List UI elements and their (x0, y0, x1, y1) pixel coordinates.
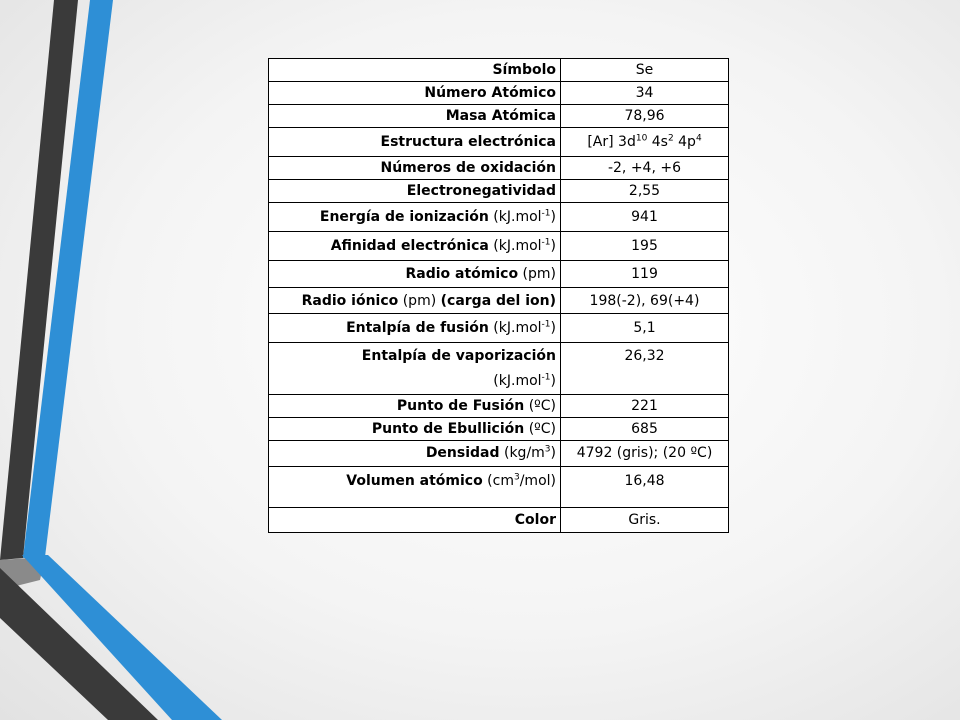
unit-superscript: 3 (544, 444, 551, 455)
table-row (269, 203, 729, 232)
property-value: 195 (561, 232, 729, 261)
property-value: -2, +4, +6 (561, 157, 729, 180)
property-name-text: Punto de Fusión (396, 398, 525, 414)
property-unit: (kg/m (499, 445, 545, 461)
property-name-text: Números de oxidación (380, 160, 556, 176)
property-name-text: Punto de Ebullición (371, 421, 525, 437)
property-name-text: Radio atómico (405, 266, 519, 282)
property-value: Se (561, 59, 729, 82)
property-name (269, 467, 561, 508)
table-row (269, 157, 729, 180)
property-name (269, 395, 561, 418)
property-value: 5,1 (561, 314, 729, 343)
config-superscript: 2 (667, 133, 674, 144)
property-name-text: Masa Atómica (445, 108, 556, 124)
property-value: 34 (561, 82, 729, 105)
property-unit: (ºC) (524, 398, 556, 414)
property-name-qualifier: (carga del ion) (440, 293, 556, 309)
property-name-text: Entalpía de vaporización (361, 348, 556, 364)
property-name-text: Afinidad electrónica (330, 238, 489, 254)
property-unit-end: ) (550, 373, 556, 389)
property-value: Gris. (561, 508, 729, 533)
table-row (269, 343, 729, 395)
property-name-text: Número Atómico (424, 85, 556, 101)
table-row (269, 314, 729, 343)
unit-superscript: 3 (513, 472, 520, 483)
property-name-text: Volumen atómico (346, 473, 483, 489)
property-name (269, 508, 561, 533)
property-value (561, 128, 729, 157)
property-unit-end: ) (550, 445, 556, 461)
unit-superscript: -1 (541, 319, 551, 330)
table-row (269, 395, 729, 418)
property-name (269, 157, 561, 180)
property-name (269, 314, 561, 343)
property-unit-end: ) (550, 209, 556, 225)
property-name (269, 59, 561, 82)
config-part: 4p (673, 134, 696, 150)
unit-superscript: -1 (541, 372, 551, 383)
table-row (269, 232, 729, 261)
property-unit: (pm) (518, 266, 556, 282)
property-value: 4792 (gris); (20 ºC) (561, 441, 729, 467)
property-unit-end: ) (550, 320, 556, 336)
property-name-text: Estructura electrónica (380, 134, 556, 150)
property-name (269, 203, 561, 232)
property-value: 198(-2), 69(+4) (561, 288, 729, 314)
property-value: 221 (561, 395, 729, 418)
property-name-text: Color (514, 512, 556, 528)
property-value: 941 (561, 203, 729, 232)
table-row (269, 59, 729, 82)
property-unit: (cm (482, 473, 514, 489)
table-row (269, 128, 729, 157)
property-unit: (kJ.mol (488, 320, 542, 336)
table-row (269, 508, 729, 533)
property-unit: (pm) (398, 293, 441, 309)
config-part: 4s (647, 134, 668, 150)
table-row (269, 105, 729, 128)
property-name-text: Símbolo (492, 62, 556, 78)
table-row (269, 261, 729, 288)
property-unit-end: ) (550, 238, 556, 254)
config-superscript: 4 (695, 133, 702, 144)
property-name-text: Densidad (425, 445, 500, 461)
property-unit: (kJ.mol (493, 373, 542, 389)
property-unit: (kJ.mol (488, 238, 542, 254)
property-value: 16,48 (561, 467, 729, 508)
property-name (269, 128, 561, 157)
property-name (269, 418, 561, 441)
table-row (269, 467, 729, 508)
unit-superscript: -1 (541, 208, 551, 219)
property-value: 78,96 (561, 105, 729, 128)
property-name (269, 441, 561, 467)
table-row (269, 288, 729, 314)
property-value: 119 (561, 261, 729, 288)
property-name (269, 105, 561, 128)
property-name (269, 261, 561, 288)
property-unit-end: /mol) (519, 473, 556, 489)
table-row (269, 180, 729, 203)
table-row (269, 82, 729, 105)
property-value: 2,55 (561, 180, 729, 203)
property-value: 26,32 (561, 343, 729, 395)
property-name (269, 82, 561, 105)
property-value: 685 (561, 418, 729, 441)
property-unit: (ºC) (524, 421, 556, 437)
property-name-text: Entalpía de fusión (346, 320, 489, 336)
property-unit: (kJ.mol (488, 209, 542, 225)
property-name (269, 232, 561, 261)
table-row (269, 418, 729, 441)
selenium-properties-table (268, 58, 729, 533)
property-name (269, 288, 561, 314)
property-name-text: Radio iónico (301, 293, 399, 309)
config-superscript: 10 (635, 133, 648, 144)
property-name-text: Electronegatividad (406, 183, 556, 199)
config-part: [Ar] 3d (587, 134, 636, 150)
property-name-text: Energía de ionización (319, 209, 489, 225)
property-name (269, 180, 561, 203)
unit-superscript: -1 (541, 237, 551, 248)
property-name (269, 343, 561, 395)
table-row (269, 441, 729, 467)
